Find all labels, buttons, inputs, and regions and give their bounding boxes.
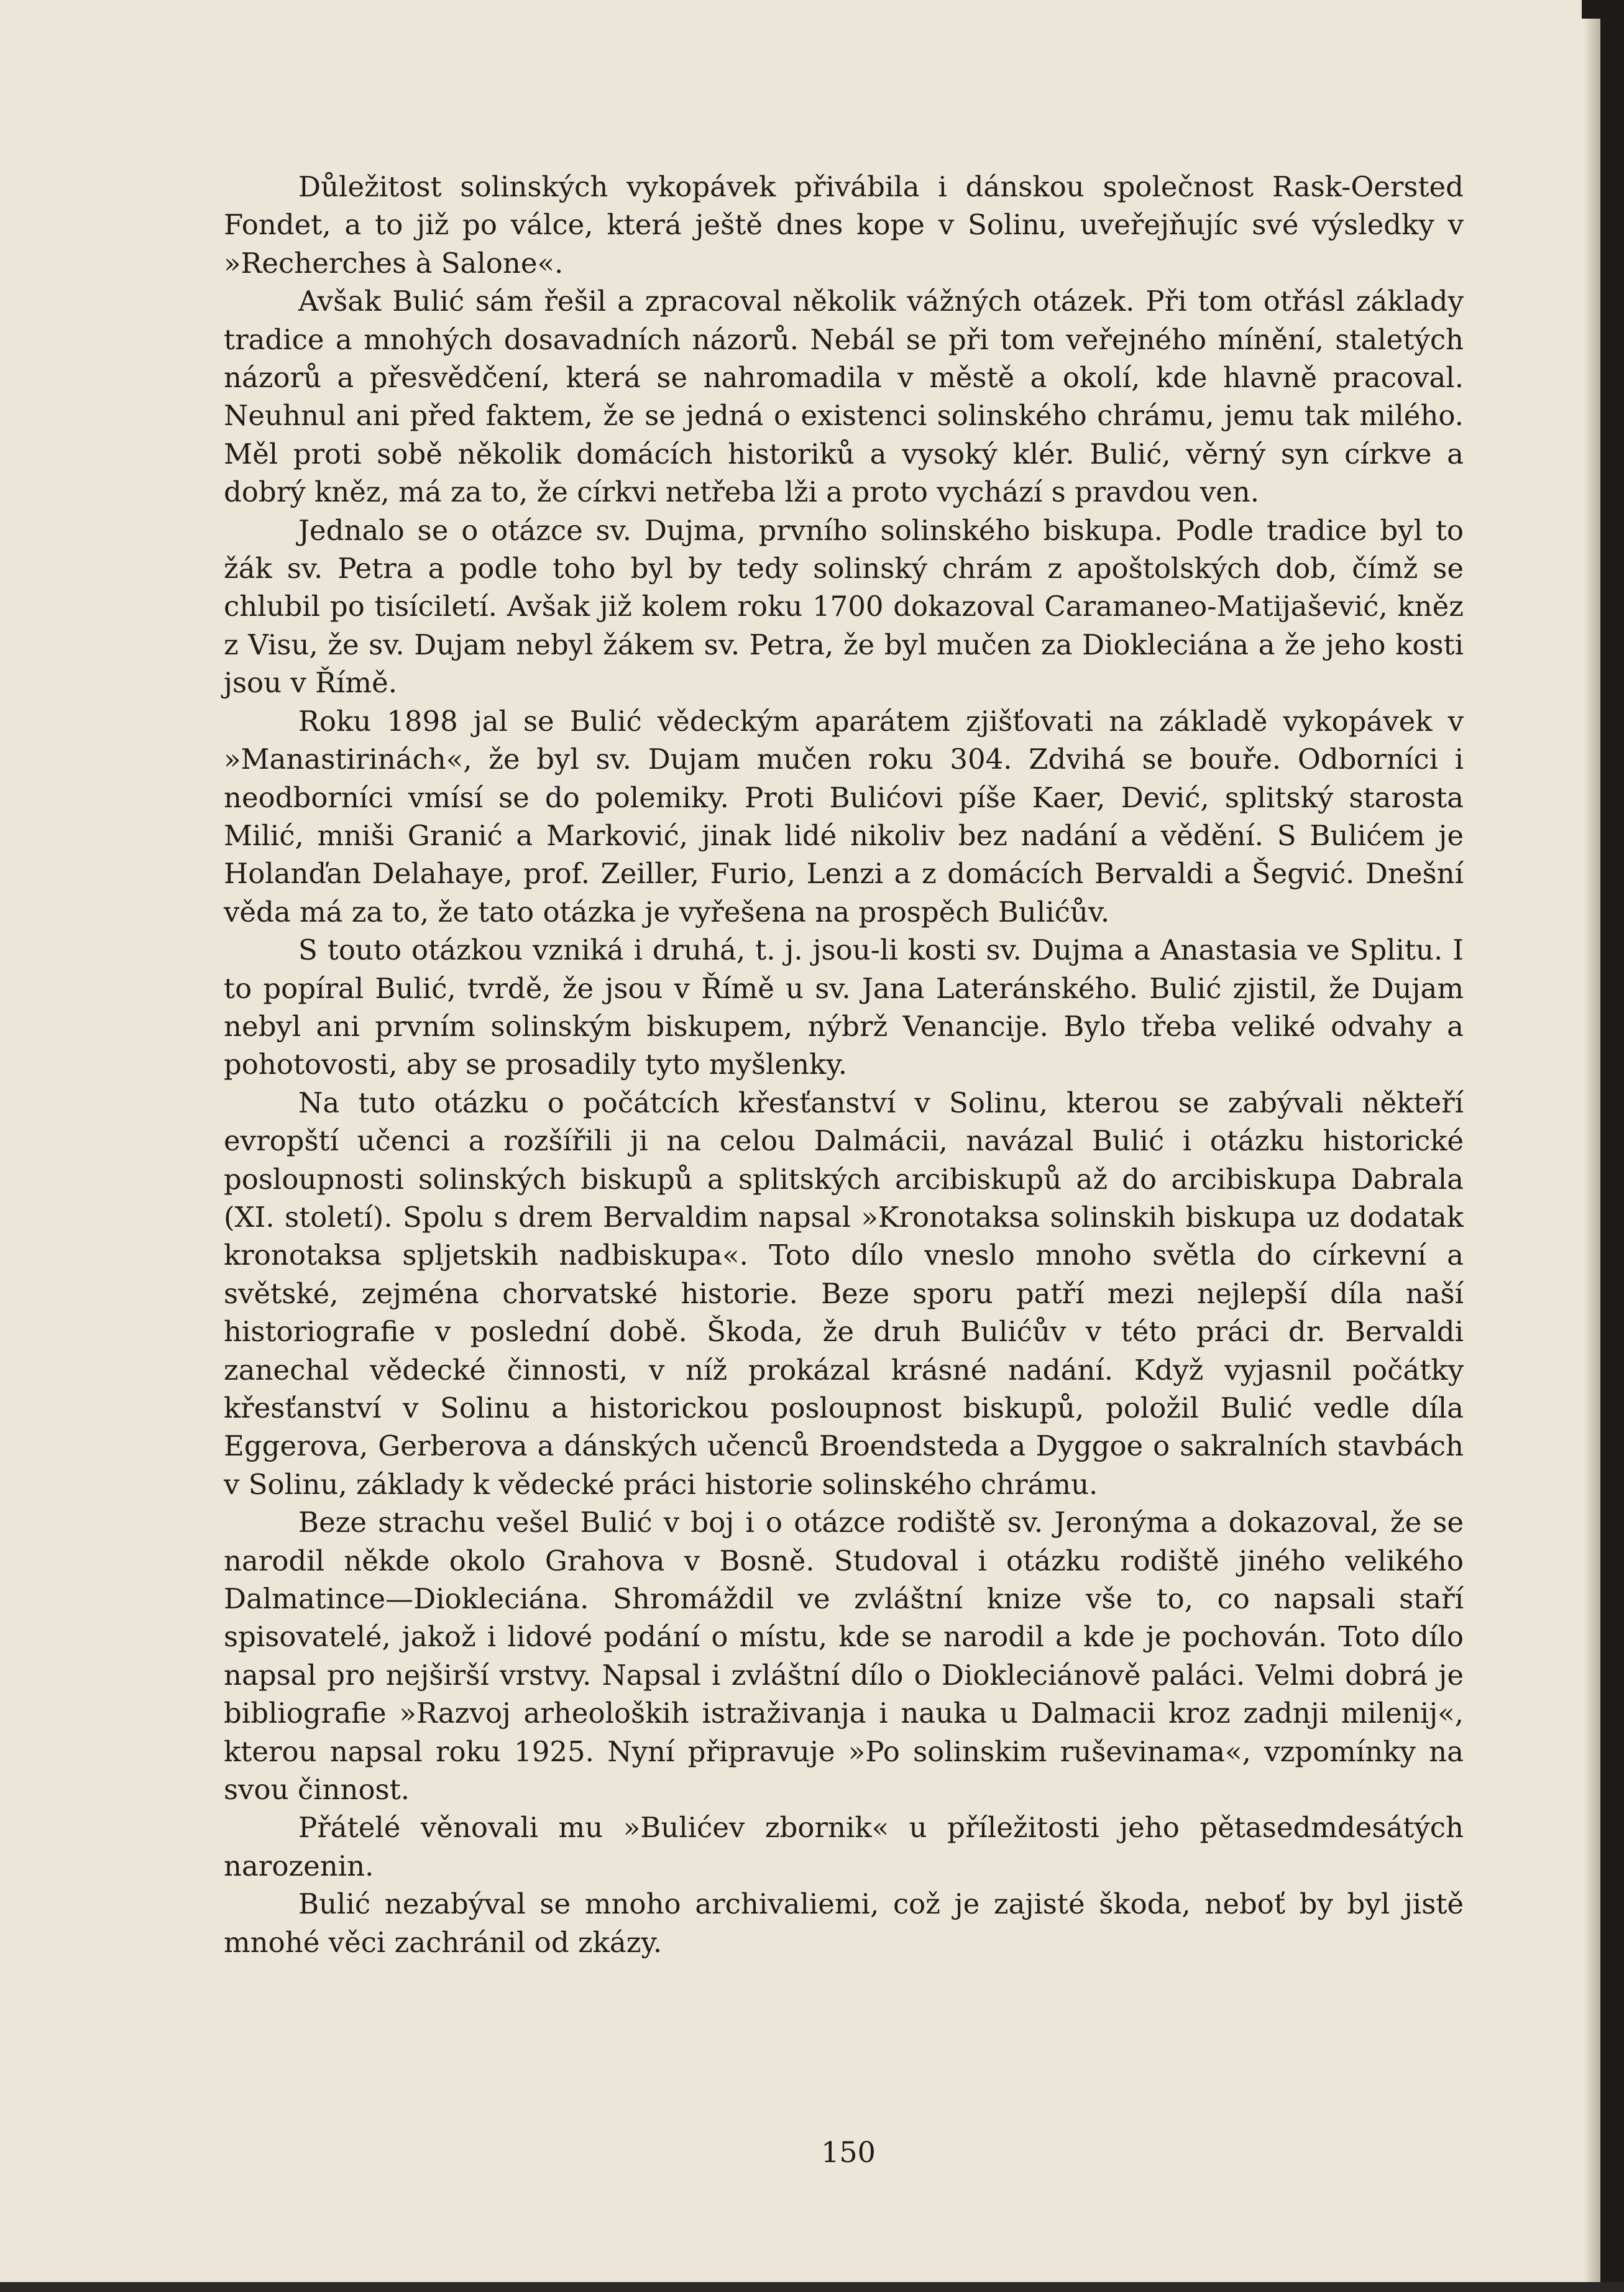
paragraph: Důležitost solinských vykopávek přivábila i dánskou společnost Rask-Oersted Fondet, a to již po válce, která ještě dnes kope v Solinu, uveřejňujíc své výsledky v »Recherches à Salone«. <box>224 170 1464 280</box>
book-spine <box>1600 0 1624 2292</box>
page-number: 150 <box>821 2135 876 2169</box>
paragraph: Roku 1898 jal se Bulić vědeckým aparátem zjišťovati na základě vykopávek v »Manastirinách«, že byl sv. Dujam mučen roku 304. Zdvihá se bouře. Odborníci i neodborníci vmísí se do polemiky. Proti Bulićovi píše Kaer, Dević, splitský starosta Milić, mniši Granić a Marković, jinak lidé nikoliv bez nadání a vědění. S Bulićem je Holanďan Delahaye, prof. Zeiller, Furio, Lenzi a z domácích Bervaldi a Šegvić. Dnešní věda má za to, že tato otázka je vyřešena na prospěch Bulićův. <box>224 704 1464 928</box>
book-spine-top <box>1582 0 1624 19</box>
body-text <box>224 168 1464 1961</box>
paragraph: Přátelé věnovali mu »Bulićev zbornik« u příležitosti jeho pětasedmdesátých narozenin. <box>224 1811 1464 1882</box>
paragraph: S touto otázkou vzniká i druhá, t. j. jsou-li kosti sv. Dujma a Anastasia ve Splitu. I to popíral Bulić, tvrdě, že jsou v Římě u sv. Jana Lateránského. Bulić zjistil, že Dujam nebyl ani prvním solinským biskupem, nýbrž Venancije. Bylo třeba veliké odvahy a pohotovosti, aby se prosadily tyto myšlenky. <box>224 933 1464 1081</box>
paragraph: Na tuto otázku o počátcích křesťanství v Solinu, kterou se zabývali někteří evropští učenci a rozšířili ji na celou Dalmácii, navázal Bulić i otázku historické posloupnosti solinských biskupů a splitských arcibiskupů až do arcibiskupa Dabrala (XI. století). Spolu s drem Bervaldim napsal »Kronotaksa solinskih biskupa uz dodatak kronotaksa spljetskih nadbiskupa«. Toto dílo vneslo mnoho světla do církevní a světské, zejména chorvatské historie. Beze sporu patří mezi nejlepší díla naší historiografie v poslední době. Škoda, že druh Bulićův v této práci dr. Bervaldi zanechal vědecké činnosti, v níž prokázal krásné nadání. Když vyjasnil počátky křesťanství v Solinu a historickou posloupnost biskupů, položil Bulić vedle díla Eggerova, Gerberova a dánských učenců Broendsteda a Dyggoe o sakralních stavbách v Solinu, základy k vědecké práci historie solinského chrámu. <box>224 1086 1464 1501</box>
paragraph: Jednalo se o otázce sv. Dujma, prvního solinského biskupa. Podle tradice byl to žák sv. Petra a podle toho byl by tedy solinský chrám z apoštolských dob, čímž se chlubil po tisíciletí. Avšak již kolem roku 1700 dokazoval Caramaneo-Matijašević, kněz z Visu, že sv. Dujam nebyl žákem sv. Petra, že byl mučen za Diokleciána a že jeho kosti jsou v Římě. <box>224 513 1464 700</box>
paragraph: Beze strachu vešel Bulić v boj i o otázce rodiště sv. Jeronýma a dokazoval, že se narodil někde okolo Grahova v Bosně. Studoval i otázku rodiště jiného velikého Dalmatince—Diokleciána. Shromáždil ve zvláštní knize vše to, co napsali staří spisovatelé, jakož i lidové podání o místu, kde se narodil a kde je pochován. Toto dílo napsal pro nejširší vrstvy. Napsal i zvláštní dílo o Diokleciánově paláci. Velmi dobrá je bibliografie »Razvoj arheoloških istraživanja i nauka u Dalmacii kroz zadnji milenij«, kterou napsal roku 1925. Nyní připravuje »Po solinskim ruševinama«, vzpomínky na svou činnost. <box>224 1506 1464 1807</box>
paragraph: Bulić nezabýval se mnoho archivaliemi, což je zajisté škoda, neboť by byl jistě mnohé věci zachránil od zkázy. <box>224 1887 1464 1959</box>
paragraph: Avšak Bulić sám řešil a zpracoval několik vážných otázek. Při tom otřásl základy tradice a mnohých dosavadních názorů. Nebál se při tom veřejného mínění, staletých názorů a přesvědčení, která se nahromadila v městě a okolí, kde hlavně pracoval. Neuhnul ani před faktem, že se jedná o existenci solinského chrámu, jemu tak milého. Měl proti sobě několik domácích historiků a vysoký klér. Bulić, věrný syn církve a dobrý kněz, má za to, že církvi netřeba lži a proto vychází s pravdou ven. <box>224 285 1464 509</box>
page-edge-shadow <box>1584 0 1600 2292</box>
scan-bottom-border <box>0 2282 1624 2292</box>
